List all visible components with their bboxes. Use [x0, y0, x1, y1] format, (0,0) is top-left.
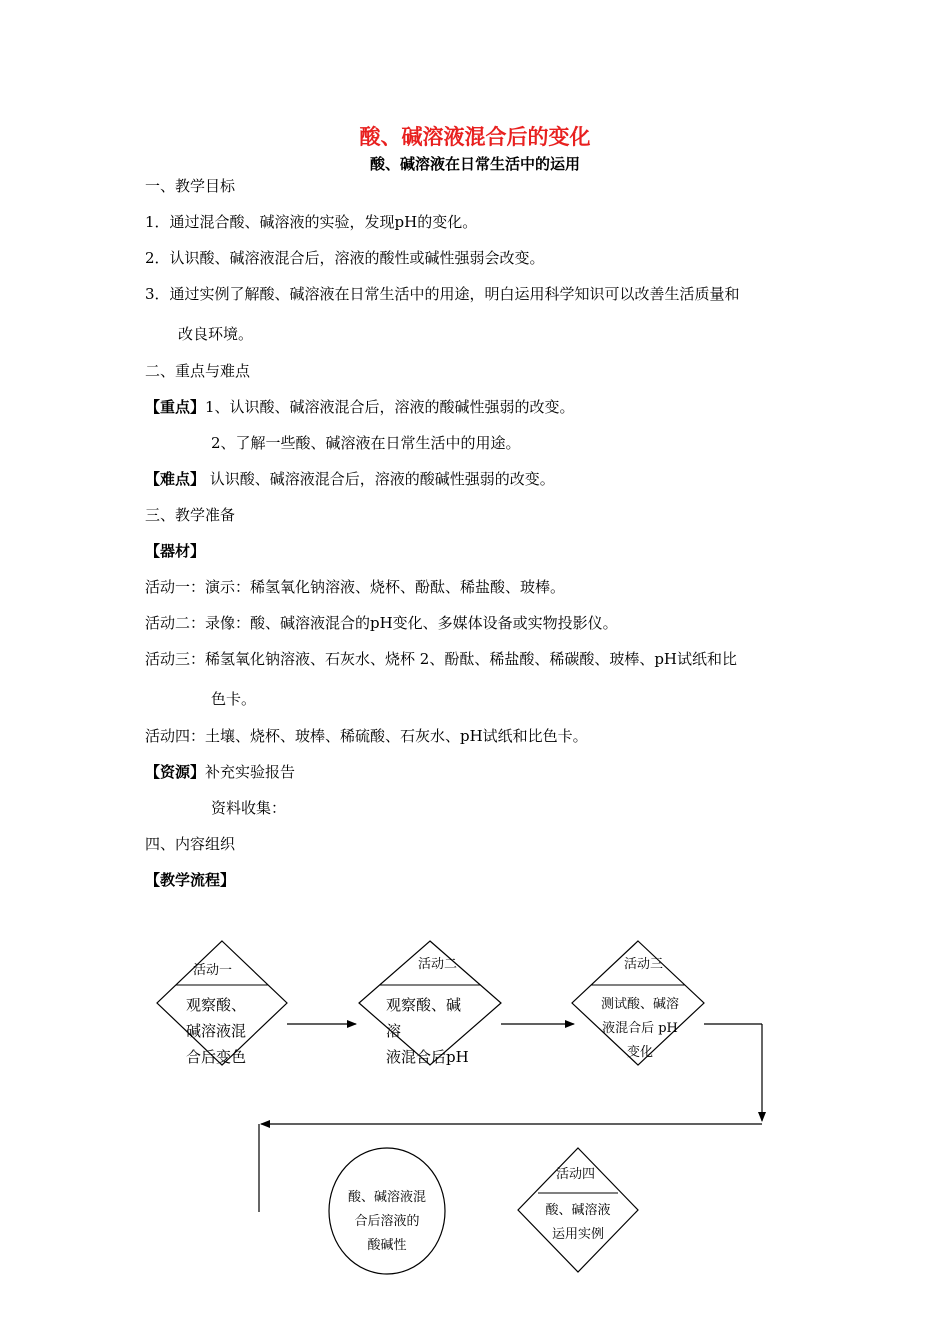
activity-1-text-2: 碱溶液混 [186, 1022, 247, 1040]
activity-2-text-3: 液混合后pH [386, 1048, 469, 1066]
activity-1-materials: 活动一：演示：稀氢氧化钠溶液、烧杯、酚酞、稀盐酸、玻棒。 [145, 578, 566, 596]
resources-collect: 资料收集： [211, 799, 287, 817]
key-label: 【重点】 [145, 398, 206, 416]
section-heading-preparation: 三、教学准备 [145, 506, 236, 524]
resources-label: 【资源】 [145, 763, 206, 781]
activity-3-text-3: 变化 [626, 1045, 653, 1060]
difficulty-text: 认识酸、碱溶液混合后，溶液的酸碱性强弱的改变。 [205, 470, 555, 488]
activity-1-text-1: 观察酸、 [186, 996, 247, 1014]
activity-4-title: 活动四 [556, 1167, 596, 1182]
activity-3-text-2: 液混合后 pH [602, 1021, 678, 1036]
resources-text: 补充实验报告 [205, 763, 296, 781]
key-point-2: 2、了解一些酸、碱溶液在日常生活中的用途。 [211, 434, 521, 452]
document-title: 酸、碱溶液混合后的变化 [359, 125, 591, 149]
activity-1-text-3: 合后变色 [186, 1048, 247, 1066]
goal-item-3: 3．通过实例了解酸、碱溶液在日常生活中的用途，明白运用科学知识可以改善生活质量和 [145, 285, 740, 303]
activity-2-text-1: 观察酸、碱 [386, 996, 462, 1014]
difficulty-label: 【难点】 [145, 470, 206, 488]
circle-text-3: 酸碱性 [367, 1238, 407, 1253]
activity-2-materials: 活动二：录像：酸、碱溶液混合的pH变化、多媒体设备或实物投影仪。 [145, 614, 618, 632]
activity-3-title: 活动三 [624, 957, 664, 972]
activity-1-title: 活动一 [193, 963, 233, 978]
document-subtitle: 酸、碱溶液在日常生活中的运用 [369, 155, 580, 173]
circle-text-2: 合后溶液的 [354, 1214, 420, 1229]
section-heading-key-points: 二、重点与难点 [145, 362, 251, 380]
circle-text-1: 酸、碱溶液混 [347, 1190, 426, 1205]
activity-3-materials: 活动三：稀氢氧化钠溶液、石灰水、烧杯 2、酚酞、稀盐酸、稀碳酸、玻棒、pH试纸和比 [145, 650, 737, 668]
goal-item-3-cont: 改良环境。 [178, 325, 254, 343]
activity-4-text-2: 运用实例 [551, 1227, 604, 1242]
section-heading-goals: 一、教学目标 [145, 177, 236, 195]
key-text-1: 1、认识酸、碱溶液混合后，溶液的酸碱性强弱的改变。 [205, 398, 575, 416]
activity-2-title: 活动二 [418, 957, 458, 972]
activity-3-materials-cont: 色卡。 [211, 690, 257, 708]
goal-item-1: 1．通过混合酸、碱溶液的实验，发现pH的变化。 [145, 213, 478, 231]
goal-item-2: 2．认识酸、碱溶液混合后，溶液的酸性或碱性强弱会改变。 [145, 249, 545, 267]
activity-4-materials: 活动四：土壤、烧杯、玻棒、稀硫酸、石灰水、pH试纸和比色卡。 [145, 727, 588, 745]
flow-label: 【教学流程】 [145, 871, 236, 889]
equipment-label: 【器材】 [145, 542, 206, 560]
section-heading-content: 四、内容组织 [145, 835, 236, 853]
activity-4-text-1: 酸、碱溶液 [545, 1203, 611, 1218]
activity-2-text-2: 溶 [386, 1022, 402, 1040]
activity-3-text-1: 测试酸、碱溶 [600, 997, 679, 1012]
